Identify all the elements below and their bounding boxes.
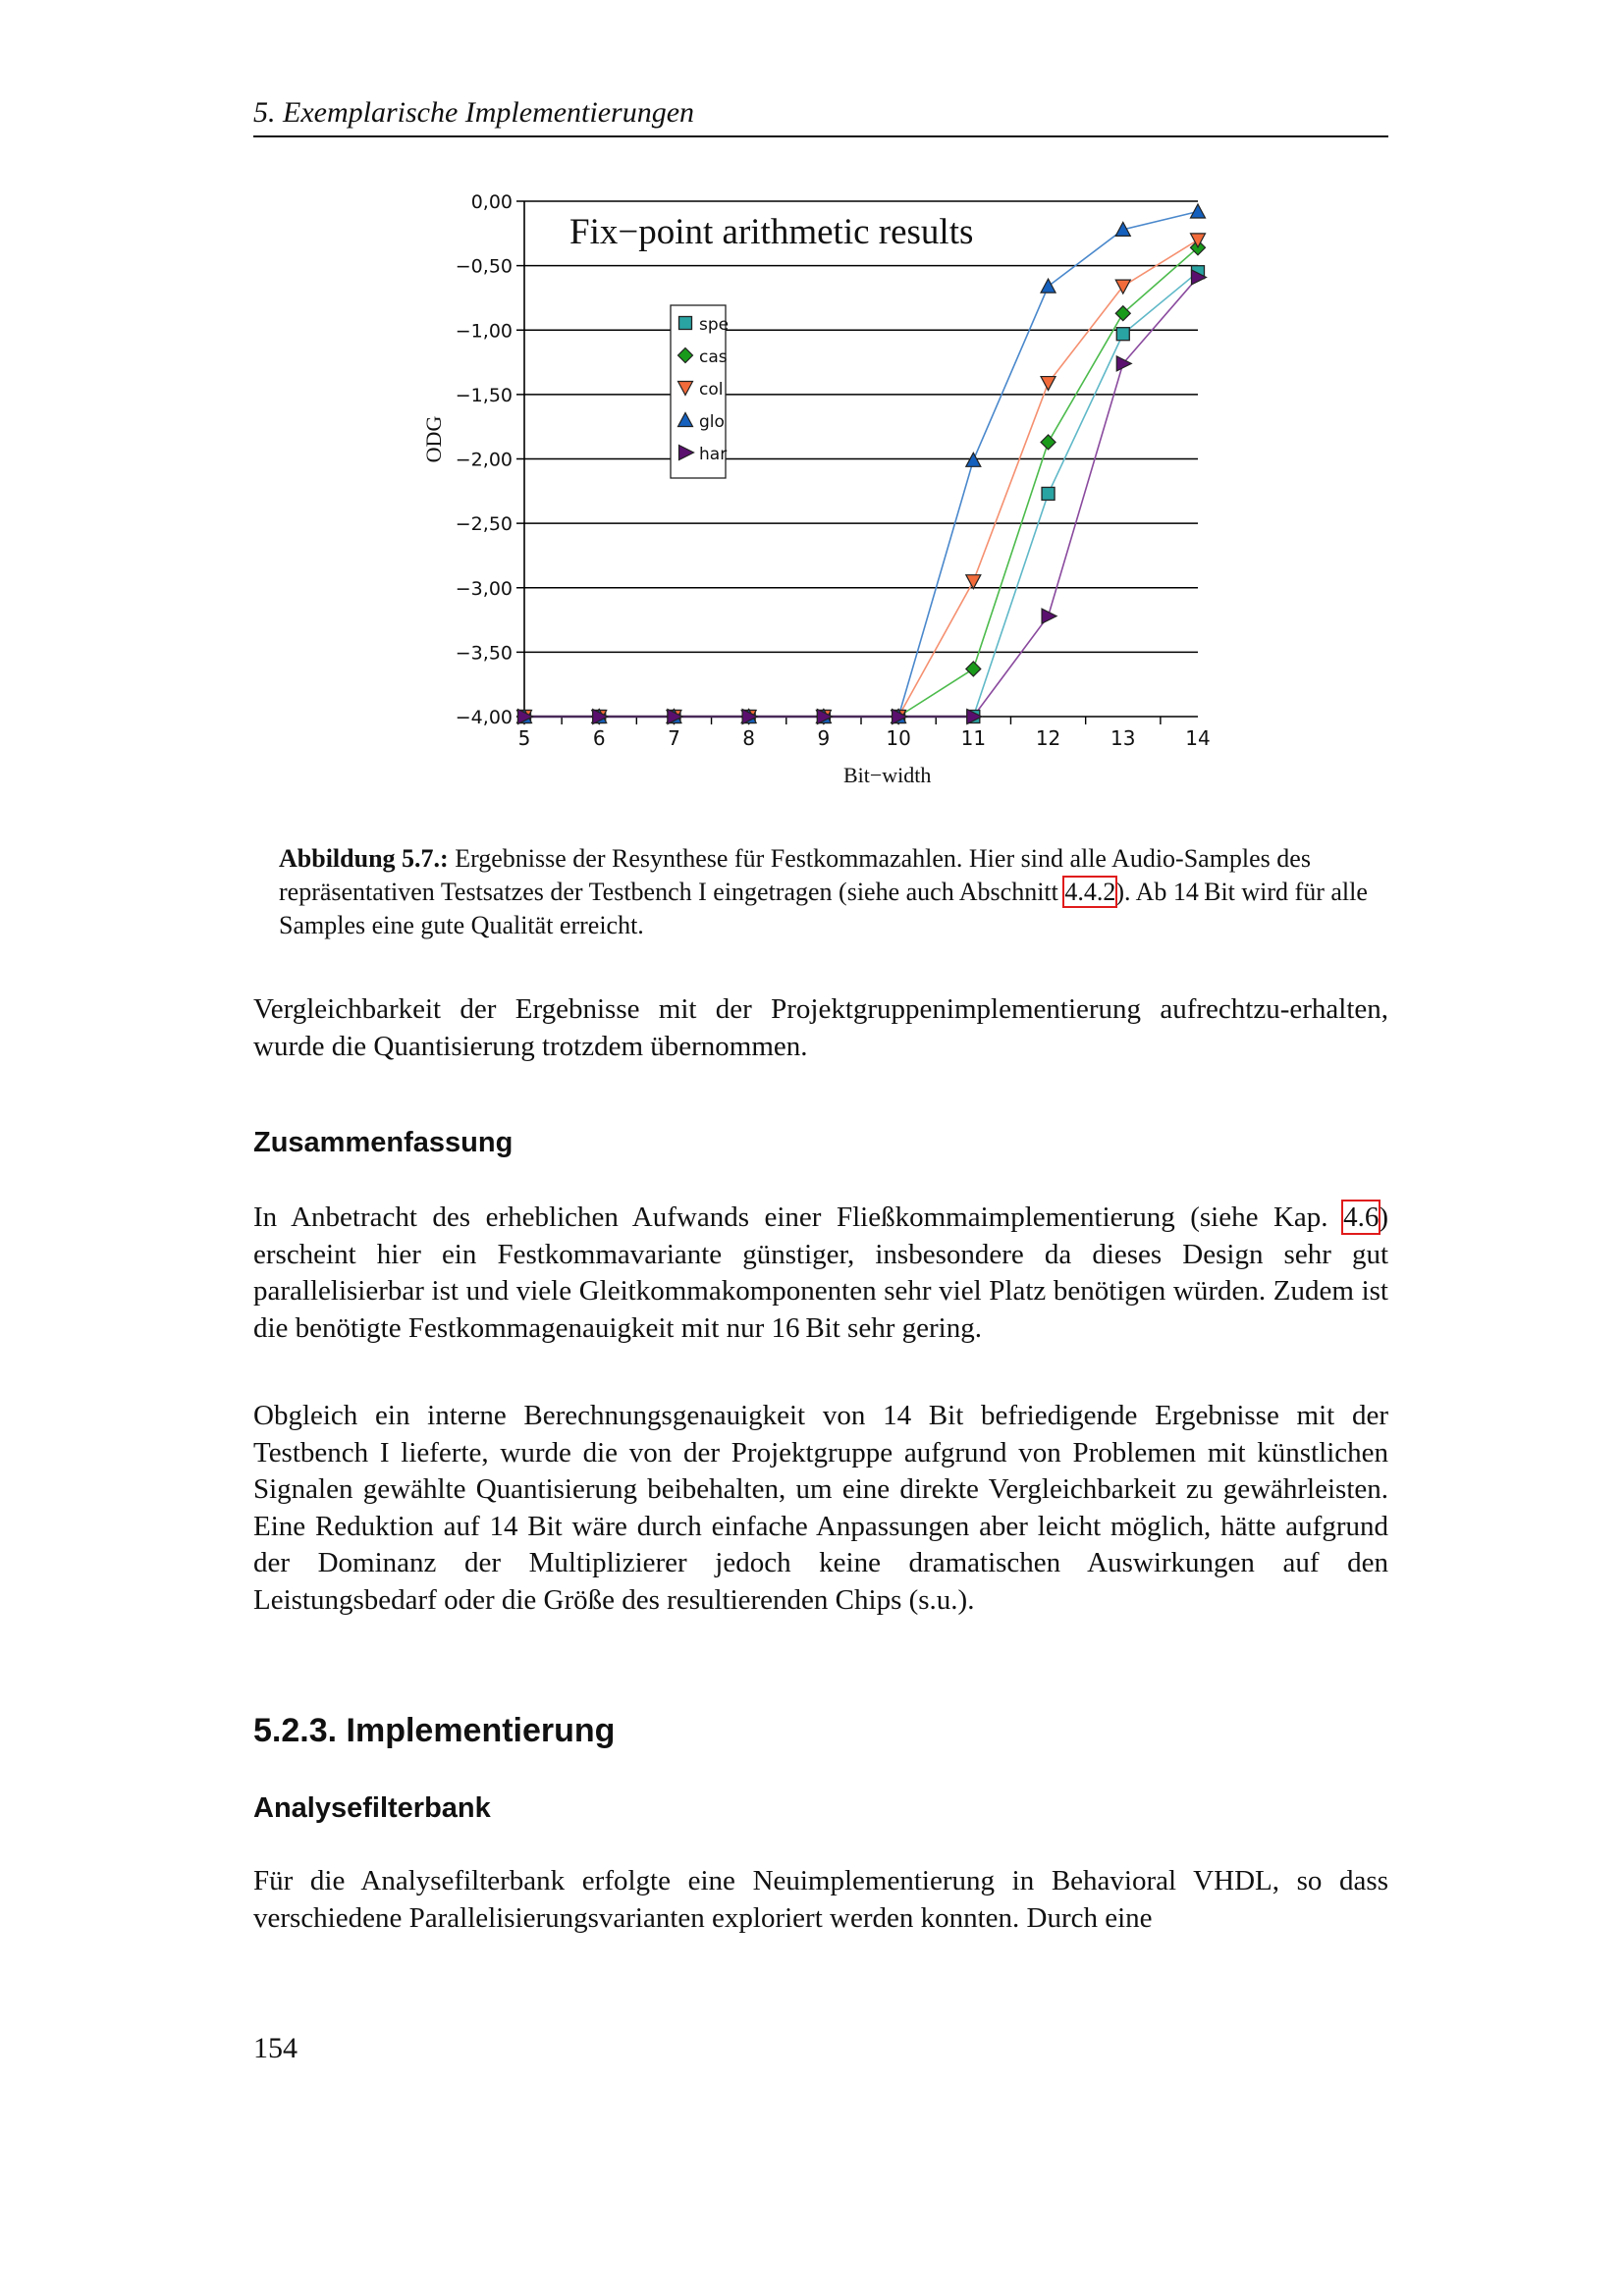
x-tick-label: 12 [1035, 726, 1061, 750]
marker-glo [1191, 204, 1206, 218]
legend-label-glo: glo [699, 412, 725, 432]
odg-line-chart [393, 177, 1276, 805]
marker-glo [966, 453, 981, 466]
chart-canvas [393, 177, 1276, 805]
header-rule [253, 135, 1388, 137]
section-heading-implementierung: 5.2.3. Implementierung [253, 1712, 616, 1749]
caption-text-end: ). Ab 14 Bit wird für alle Samples eine gute Qualität erreicht. [279, 878, 1368, 939]
legend-label-cas: cas [699, 347, 728, 367]
marker-spe [1042, 487, 1055, 500]
x-tick-label: 7 [668, 726, 680, 750]
heading-zusammenfassung: Zusammenfassung [253, 1127, 514, 1158]
y-tick-label: 0,00 [470, 191, 513, 213]
x-tick-label: 14 [1185, 726, 1211, 750]
x-tick-label: 6 [592, 726, 606, 750]
series-line-spe [524, 272, 1198, 717]
x-tick-label: 11 [960, 726, 987, 750]
x-tick-label: 13 [1110, 726, 1136, 750]
heading-analysefilterbank: Analysefilterbank [253, 1792, 491, 1824]
y-tick-label: −4,00 [455, 707, 513, 728]
legend-label-col: col [699, 380, 724, 400]
running-head: 5. Exemplarische Implementierungen [253, 96, 695, 129]
marker-cas [966, 662, 981, 676]
legend-label-har: har [699, 445, 728, 464]
series-line-cas [524, 247, 1198, 717]
caption-label: Abbildung 5.7.: [279, 844, 449, 873]
chapter-ref-link[interactable]: 4.6 [1343, 1201, 1380, 1233]
paragraph-analysefilterbank: Für die Analysefilterbank erfolgte eine Neuimplementierung in Behavioral VHDL, so dass verschiedene Parallelisierungsvarianten exploriert werden konnten. Durch eine [253, 1865, 1388, 1934]
marker-glo [1041, 279, 1056, 293]
y-tick-label: −3,50 [455, 642, 513, 665]
chart-title: Fix−point arithmetic results [569, 212, 974, 252]
y-tick-label: −1,50 [455, 384, 513, 406]
x-tick-label: 10 [886, 726, 911, 750]
series-line-glo [524, 212, 1198, 718]
caption-text: Ergebnisse der Resynthese für Festkommazahlen. Hier sind alle Audio-Samples des repräsentativen Testsatzes der Testbench I eingetragen (siehe auch Abschnitt [279, 844, 1311, 906]
y-tick-label: −2,50 [455, 513, 513, 536]
page-number: 154 [253, 2032, 298, 2064]
y-axis-label: ODG [421, 415, 446, 463]
series-line-col [524, 240, 1198, 717]
y-tick-label: −2,00 [455, 449, 513, 471]
paragraph-text-end: ) erscheint hier ein Festkommavariante günstiger, insbesondere da dieses Design sehr gut parallelisierbar ist und viele Gleitkommakomponenten sehr viel Platz benötigen würden. Zudem ist die benötigte Festkommagenauigkeit mit nur 16 Bit sehr gering. [253, 1201, 1388, 1344]
y-tick-label: −1,00 [455, 320, 513, 343]
series-line-har [524, 277, 1198, 717]
paragraph-summary [253, 1200, 1388, 1347]
marker-spe [1116, 328, 1129, 341]
paragraph-continuation: Vergleichbarkeit der Ergebnisse mit der Projektgruppenimplementierung aufrechtzu-erhalten, wurde die Quantisierung trotzdem übernommen. [253, 993, 1388, 1062]
marker-col [966, 575, 981, 589]
paragraph-quantization: Obgleich ein interne Berechnungsgenauigkeit von 14 Bit befriedigende Ergebnisse mit der Testbench I lieferte, wurde die von der Projektgruppe aufgrund von Problemen mit künstlichen Signalen gewählte Quantisierung beibehalten, um eine direkte Vergleichbarkeit zu gewährleisten. Eine Reduktion auf 14 Bit wäre durch einfache Anpassungen aber leicht möglich, hätte aufgrund der Dominanz der Multiplizierer jedoch keine dramatischen Auswirkungen auf den Leistungsbedarf oder die Größe des resultierenden Chips (s.u.). [253, 1400, 1388, 1616]
x-tick-label: 5 [517, 726, 531, 750]
y-tick-label: −0,50 [455, 255, 513, 278]
marker-col [1041, 377, 1056, 391]
figure-caption [279, 842, 1369, 942]
x-axis-label: Bit−width [842, 763, 932, 787]
paragraph-text: In Anbetracht des erheblichen Aufwands einer Fließkommaimplementierung (siehe Kap. [253, 1201, 1344, 1233]
marker-har [1116, 356, 1131, 371]
marker-cas [1041, 435, 1056, 450]
marker-col [1115, 280, 1130, 294]
section-ref-link[interactable]: 4.4.2 [1064, 878, 1116, 906]
x-tick-label: 8 [742, 726, 756, 750]
x-tick-label: 9 [817, 726, 831, 750]
y-tick-label: −3,00 [455, 577, 513, 600]
legend-marker-spe [679, 317, 692, 330]
legend-label-spe: spe [699, 315, 730, 335]
